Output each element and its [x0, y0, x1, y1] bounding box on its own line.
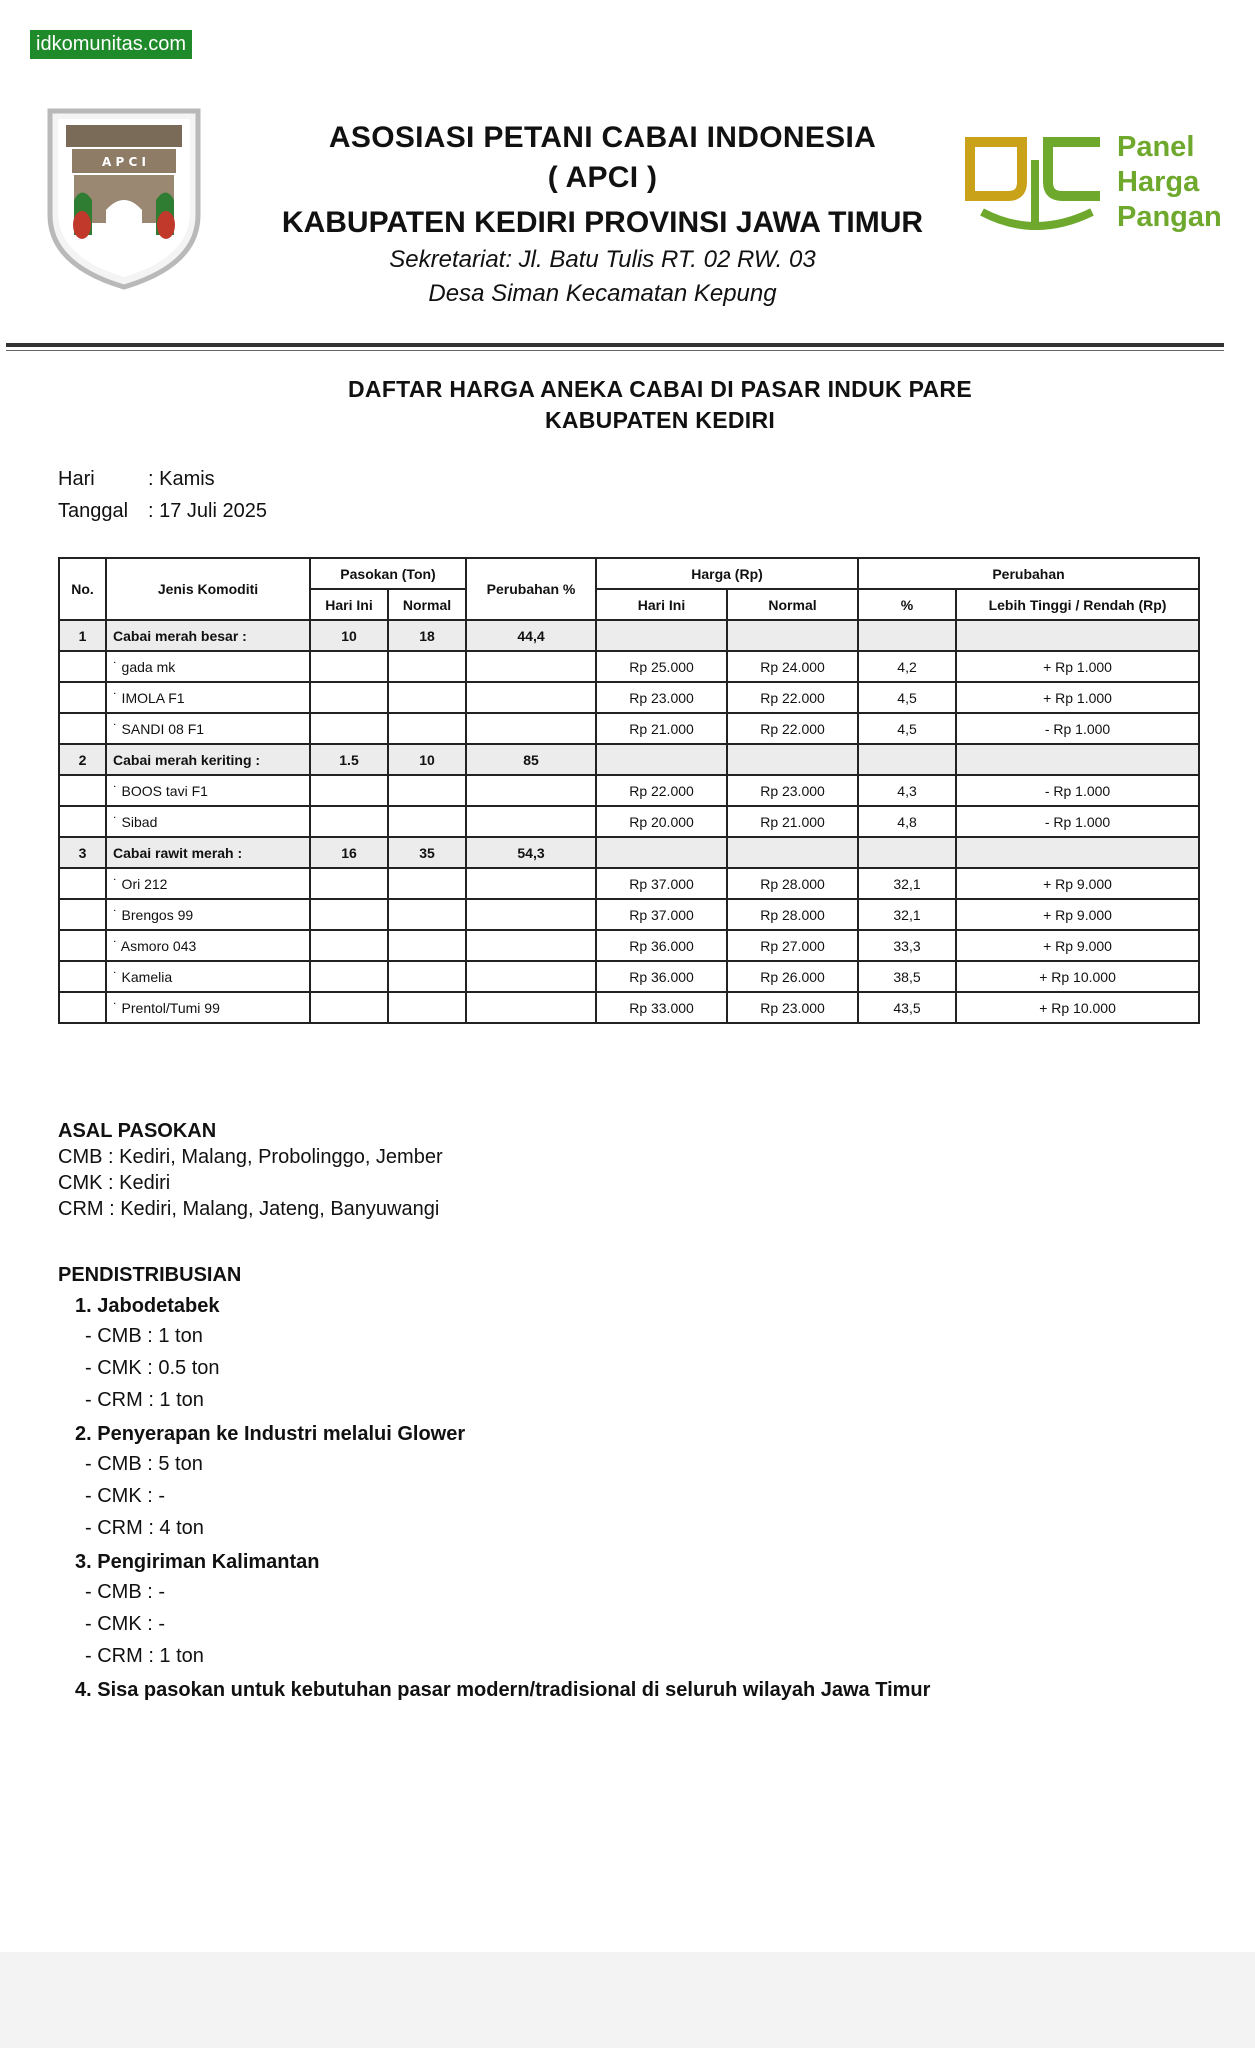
empty-cell — [310, 775, 388, 806]
empty-cell — [466, 806, 596, 837]
price-change-amount: - Rp 1.000 — [956, 713, 1199, 744]
price-today: Rp 36.000 — [596, 930, 727, 961]
empty-cell — [59, 713, 106, 744]
header-jenis: Jenis Komoditi — [106, 558, 310, 620]
empty-cell — [310, 992, 388, 1023]
variety-name: ˙ Brengos 99 — [106, 899, 310, 930]
panel-logo-line-1: Panel — [1117, 131, 1195, 163]
empty-cell — [59, 651, 106, 682]
price-change-amount: + Rp 9.000 — [956, 930, 1199, 961]
empty-cell — [858, 837, 956, 868]
empty-cell — [310, 899, 388, 930]
variety-name: ˙ IMOLA F1 — [106, 682, 310, 713]
variety-name: ˙ Asmoro 043 — [106, 930, 310, 961]
asal-pasokan-section — [58, 1118, 443, 1222]
table-row — [59, 868, 1199, 899]
empty-cell — [596, 744, 727, 775]
header-pasokan-hari-ini: Hari Ini — [310, 589, 388, 620]
empty-cell — [310, 868, 388, 899]
org-abbrev: ( APCI ) — [547, 161, 658, 194]
category-row — [59, 744, 1199, 775]
empty-cell — [466, 713, 596, 744]
price-today: Rp 37.000 — [596, 899, 727, 930]
header-harga-hari-ini: Hari Ini — [596, 589, 727, 620]
distribusi-subitem: - CRM : 1 ton — [85, 1645, 204, 1667]
header-no: No. — [59, 558, 106, 620]
supply-change-pct: 54,3 — [466, 837, 596, 868]
empty-cell — [858, 620, 956, 651]
date-info — [58, 463, 267, 527]
header-pct: % — [858, 589, 956, 620]
table-row — [59, 775, 1199, 806]
price-change-pct: 4,5 — [858, 682, 956, 713]
table-row — [59, 651, 1199, 682]
price-change-pct: 33,3 — [858, 930, 956, 961]
supply-today: 1.5 — [310, 744, 388, 775]
price-today: Rp 37.000 — [596, 868, 727, 899]
supply-normal: 10 — [388, 744, 466, 775]
table-row — [59, 899, 1199, 930]
table-row — [59, 930, 1199, 961]
variety-name: ˙ Prentol/Tumi 99 — [106, 992, 310, 1023]
header-divider-thick — [6, 343, 1224, 347]
empty-cell — [59, 806, 106, 837]
price-normal: Rp 23.000 — [727, 992, 858, 1023]
empty-cell — [59, 868, 106, 899]
empty-cell — [466, 961, 596, 992]
watermark-label: idkomunitas.com — [30, 30, 192, 59]
hari-label: Hari — [58, 468, 95, 490]
asal-line: CMB : Kediri, Malang, Probolinggo, Jember — [58, 1146, 443, 1168]
header-harga: Harga (Rp) — [596, 558, 858, 589]
variety-name: ˙ gada mk — [106, 651, 310, 682]
row-no: 1 — [59, 620, 106, 651]
price-normal: Rp 23.000 — [727, 775, 858, 806]
empty-cell — [388, 775, 466, 806]
price-change-amount: + Rp 9.000 — [956, 868, 1199, 899]
category-row — [59, 620, 1199, 651]
header-harga-normal: Normal — [727, 589, 858, 620]
empty-cell — [388, 713, 466, 744]
distribusi-subitem: - CMB : 1 ton — [85, 1325, 203, 1347]
title-line-1: DAFTAR HARGA ANEKA CABAI DI PASAR INDUK PARE — [348, 376, 972, 402]
variety-name: ˙ Kamelia — [106, 961, 310, 992]
header-lebih: Lebih Tinggi / Rendah (Rp) — [956, 589, 1199, 620]
empty-cell — [727, 620, 858, 651]
panel-harga-pangan-logo — [962, 130, 1232, 240]
distribusi-subitem: - CRM : 1 ton — [85, 1389, 204, 1411]
price-today: Rp 33.000 — [596, 992, 727, 1023]
price-normal: Rp 22.000 — [727, 713, 858, 744]
price-normal: Rp 24.000 — [727, 651, 858, 682]
price-normal: Rp 28.000 — [727, 868, 858, 899]
distribusi-item: 3. Pengiriman Kalimantan — [75, 1551, 320, 1573]
distribusi-subitem: - CMK : 0.5 ton — [85, 1357, 220, 1379]
empty-cell — [956, 620, 1199, 651]
price-today: Rp 23.000 — [596, 682, 727, 713]
row-no: 3 — [59, 837, 106, 868]
price-change-pct: 32,1 — [858, 899, 956, 930]
apci-logo — [44, 105, 204, 290]
empty-cell — [310, 651, 388, 682]
empty-cell — [59, 992, 106, 1023]
empty-cell — [466, 992, 596, 1023]
distribusi-subitem: - CMK : - — [85, 1485, 165, 1507]
empty-cell — [388, 682, 466, 713]
org-address-2: Desa Siman Kecamatan Kepung — [428, 280, 777, 307]
header-pasokan-normal: Normal — [388, 589, 466, 620]
asal-line: CMK : Kediri — [58, 1172, 171, 1194]
tanggal-label: Tanggal — [58, 500, 129, 522]
empty-cell — [59, 775, 106, 806]
empty-cell — [310, 806, 388, 837]
empty-cell — [858, 744, 956, 775]
footer-strip — [0, 1952, 1255, 2048]
panel-logo-line-3: Pangan — [1117, 201, 1222, 233]
price-change-amount: + Rp 9.000 — [956, 899, 1199, 930]
price-today: Rp 25.000 — [596, 651, 727, 682]
empty-cell — [466, 775, 596, 806]
supply-today: 16 — [310, 837, 388, 868]
empty-cell — [388, 651, 466, 682]
table-row — [59, 682, 1199, 713]
org-name: ASOSIASI PETANI CABAI INDONESIA — [328, 121, 877, 154]
empty-cell — [956, 744, 1199, 775]
price-today: Rp 36.000 — [596, 961, 727, 992]
header-divider-thin — [6, 350, 1224, 351]
supply-normal: 35 — [388, 837, 466, 868]
commodity-name: Cabai rawit merah : — [106, 837, 310, 868]
asal-title: ASAL PASOKAN — [58, 1120, 217, 1142]
price-change-pct: 32,1 — [858, 868, 956, 899]
table-row — [59, 961, 1199, 992]
empty-cell — [466, 682, 596, 713]
price-change-amount: + Rp 10.000 — [956, 961, 1199, 992]
org-address-1: Sekretariat: Jl. Batu Tulis RT. 02 RW. 03 — [389, 246, 816, 273]
empty-cell — [388, 992, 466, 1023]
price-change-pct: 4,2 — [858, 651, 956, 682]
apci-logo-text: A P C I — [102, 155, 146, 169]
asal-line: CRM : Kediri, Malang, Jateng, Banyuwangi — [58, 1198, 440, 1220]
empty-cell — [59, 961, 106, 992]
table-row — [59, 713, 1199, 744]
row-no: 2 — [59, 744, 106, 775]
price-change-pct: 4,3 — [858, 775, 956, 806]
price-change-pct: 38,5 — [858, 961, 956, 992]
empty-cell — [466, 868, 596, 899]
empty-cell — [466, 899, 596, 930]
distribusi-item: 2. Penyerapan ke Industri melalui Glower — [75, 1423, 466, 1445]
price-table — [58, 557, 1200, 1024]
price-normal: Rp 27.000 — [727, 930, 858, 961]
variety-name: ˙ Sibad — [106, 806, 310, 837]
empty-cell — [388, 868, 466, 899]
empty-cell — [596, 837, 727, 868]
price-normal: Rp 26.000 — [727, 961, 858, 992]
price-normal: Rp 28.000 — [727, 899, 858, 930]
supply-change-pct: 85 — [466, 744, 596, 775]
price-change-pct: 4,8 — [858, 806, 956, 837]
distribusi-subitem: - CMB : 5 ton — [85, 1453, 203, 1475]
category-row — [59, 837, 1199, 868]
distribusi-item: 1. Jabodetabek — [75, 1295, 220, 1317]
price-today: Rp 20.000 — [596, 806, 727, 837]
header-pasokan: Pasokan (Ton) — [310, 558, 466, 589]
variety-name: ˙ Ori 212 — [106, 868, 310, 899]
price-normal: Rp 22.000 — [727, 682, 858, 713]
empty-cell — [310, 713, 388, 744]
title-line-2: KABUPATEN KEDIRI — [544, 407, 776, 433]
empty-cell — [956, 837, 1199, 868]
distribusi-subitem: - CMK : - — [85, 1613, 165, 1635]
empty-cell — [59, 930, 106, 961]
price-today: Rp 21.000 — [596, 713, 727, 744]
empty-cell — [596, 620, 727, 651]
empty-cell — [310, 930, 388, 961]
panel-logo-line-2: Harga — [1117, 166, 1200, 198]
commodity-name: Cabai merah besar : — [106, 620, 310, 651]
empty-cell — [388, 806, 466, 837]
variety-name: ˙ SANDI 08 F1 — [106, 713, 310, 744]
document-title — [250, 374, 1070, 436]
price-change-amount: + Rp 1.000 — [956, 682, 1199, 713]
empty-cell — [388, 899, 466, 930]
distribusi-item: 4. Sisa pasokan untuk kebutuhan pasar modern/tradisional di seluruh wilayah Jawa Timur — [75, 1679, 931, 1701]
header-perubahan: Perubahan — [858, 558, 1199, 589]
empty-cell — [388, 930, 466, 961]
distribusi-subitem: - CRM : 4 ton — [85, 1517, 204, 1539]
table-row — [59, 992, 1199, 1023]
empty-cell — [388, 961, 466, 992]
price-change-amount: - Rp 1.000 — [956, 775, 1199, 806]
price-change-amount: + Rp 10.000 — [956, 992, 1199, 1023]
hari-value: : Kamis — [148, 468, 215, 490]
supply-normal: 18 — [388, 620, 466, 651]
empty-cell — [310, 682, 388, 713]
price-normal: Rp 21.000 — [727, 806, 858, 837]
supply-change-pct: 44,4 — [466, 620, 596, 651]
supply-today: 10 — [310, 620, 388, 651]
distribusi-title: PENDISTRIBUSIAN — [58, 1264, 242, 1286]
distribusi-section — [58, 1262, 930, 1704]
price-change-amount: - Rp 1.000 — [956, 806, 1199, 837]
empty-cell — [310, 961, 388, 992]
org-region: KABUPATEN KEDIRI PROVINSI JAWA TIMUR — [281, 206, 924, 239]
distribusi-subitem: - CMB : - — [85, 1581, 165, 1603]
variety-name: ˙ BOOS tavi F1 — [106, 775, 310, 806]
commodity-name: Cabai merah keriting : — [106, 744, 310, 775]
price-change-amount: + Rp 1.000 — [956, 651, 1199, 682]
price-change-pct: 4,5 — [858, 713, 956, 744]
empty-cell — [466, 651, 596, 682]
tanggal-value: : 17 Juli 2025 — [148, 500, 267, 522]
table-row — [59, 806, 1199, 837]
header-perubahan-pct: Perubahan % — [466, 558, 596, 620]
price-change-pct: 43,5 — [858, 992, 956, 1023]
empty-cell — [466, 930, 596, 961]
empty-cell — [727, 837, 858, 868]
empty-cell — [59, 682, 106, 713]
empty-cell — [727, 744, 858, 775]
empty-cell — [59, 899, 106, 930]
price-today: Rp 22.000 — [596, 775, 727, 806]
